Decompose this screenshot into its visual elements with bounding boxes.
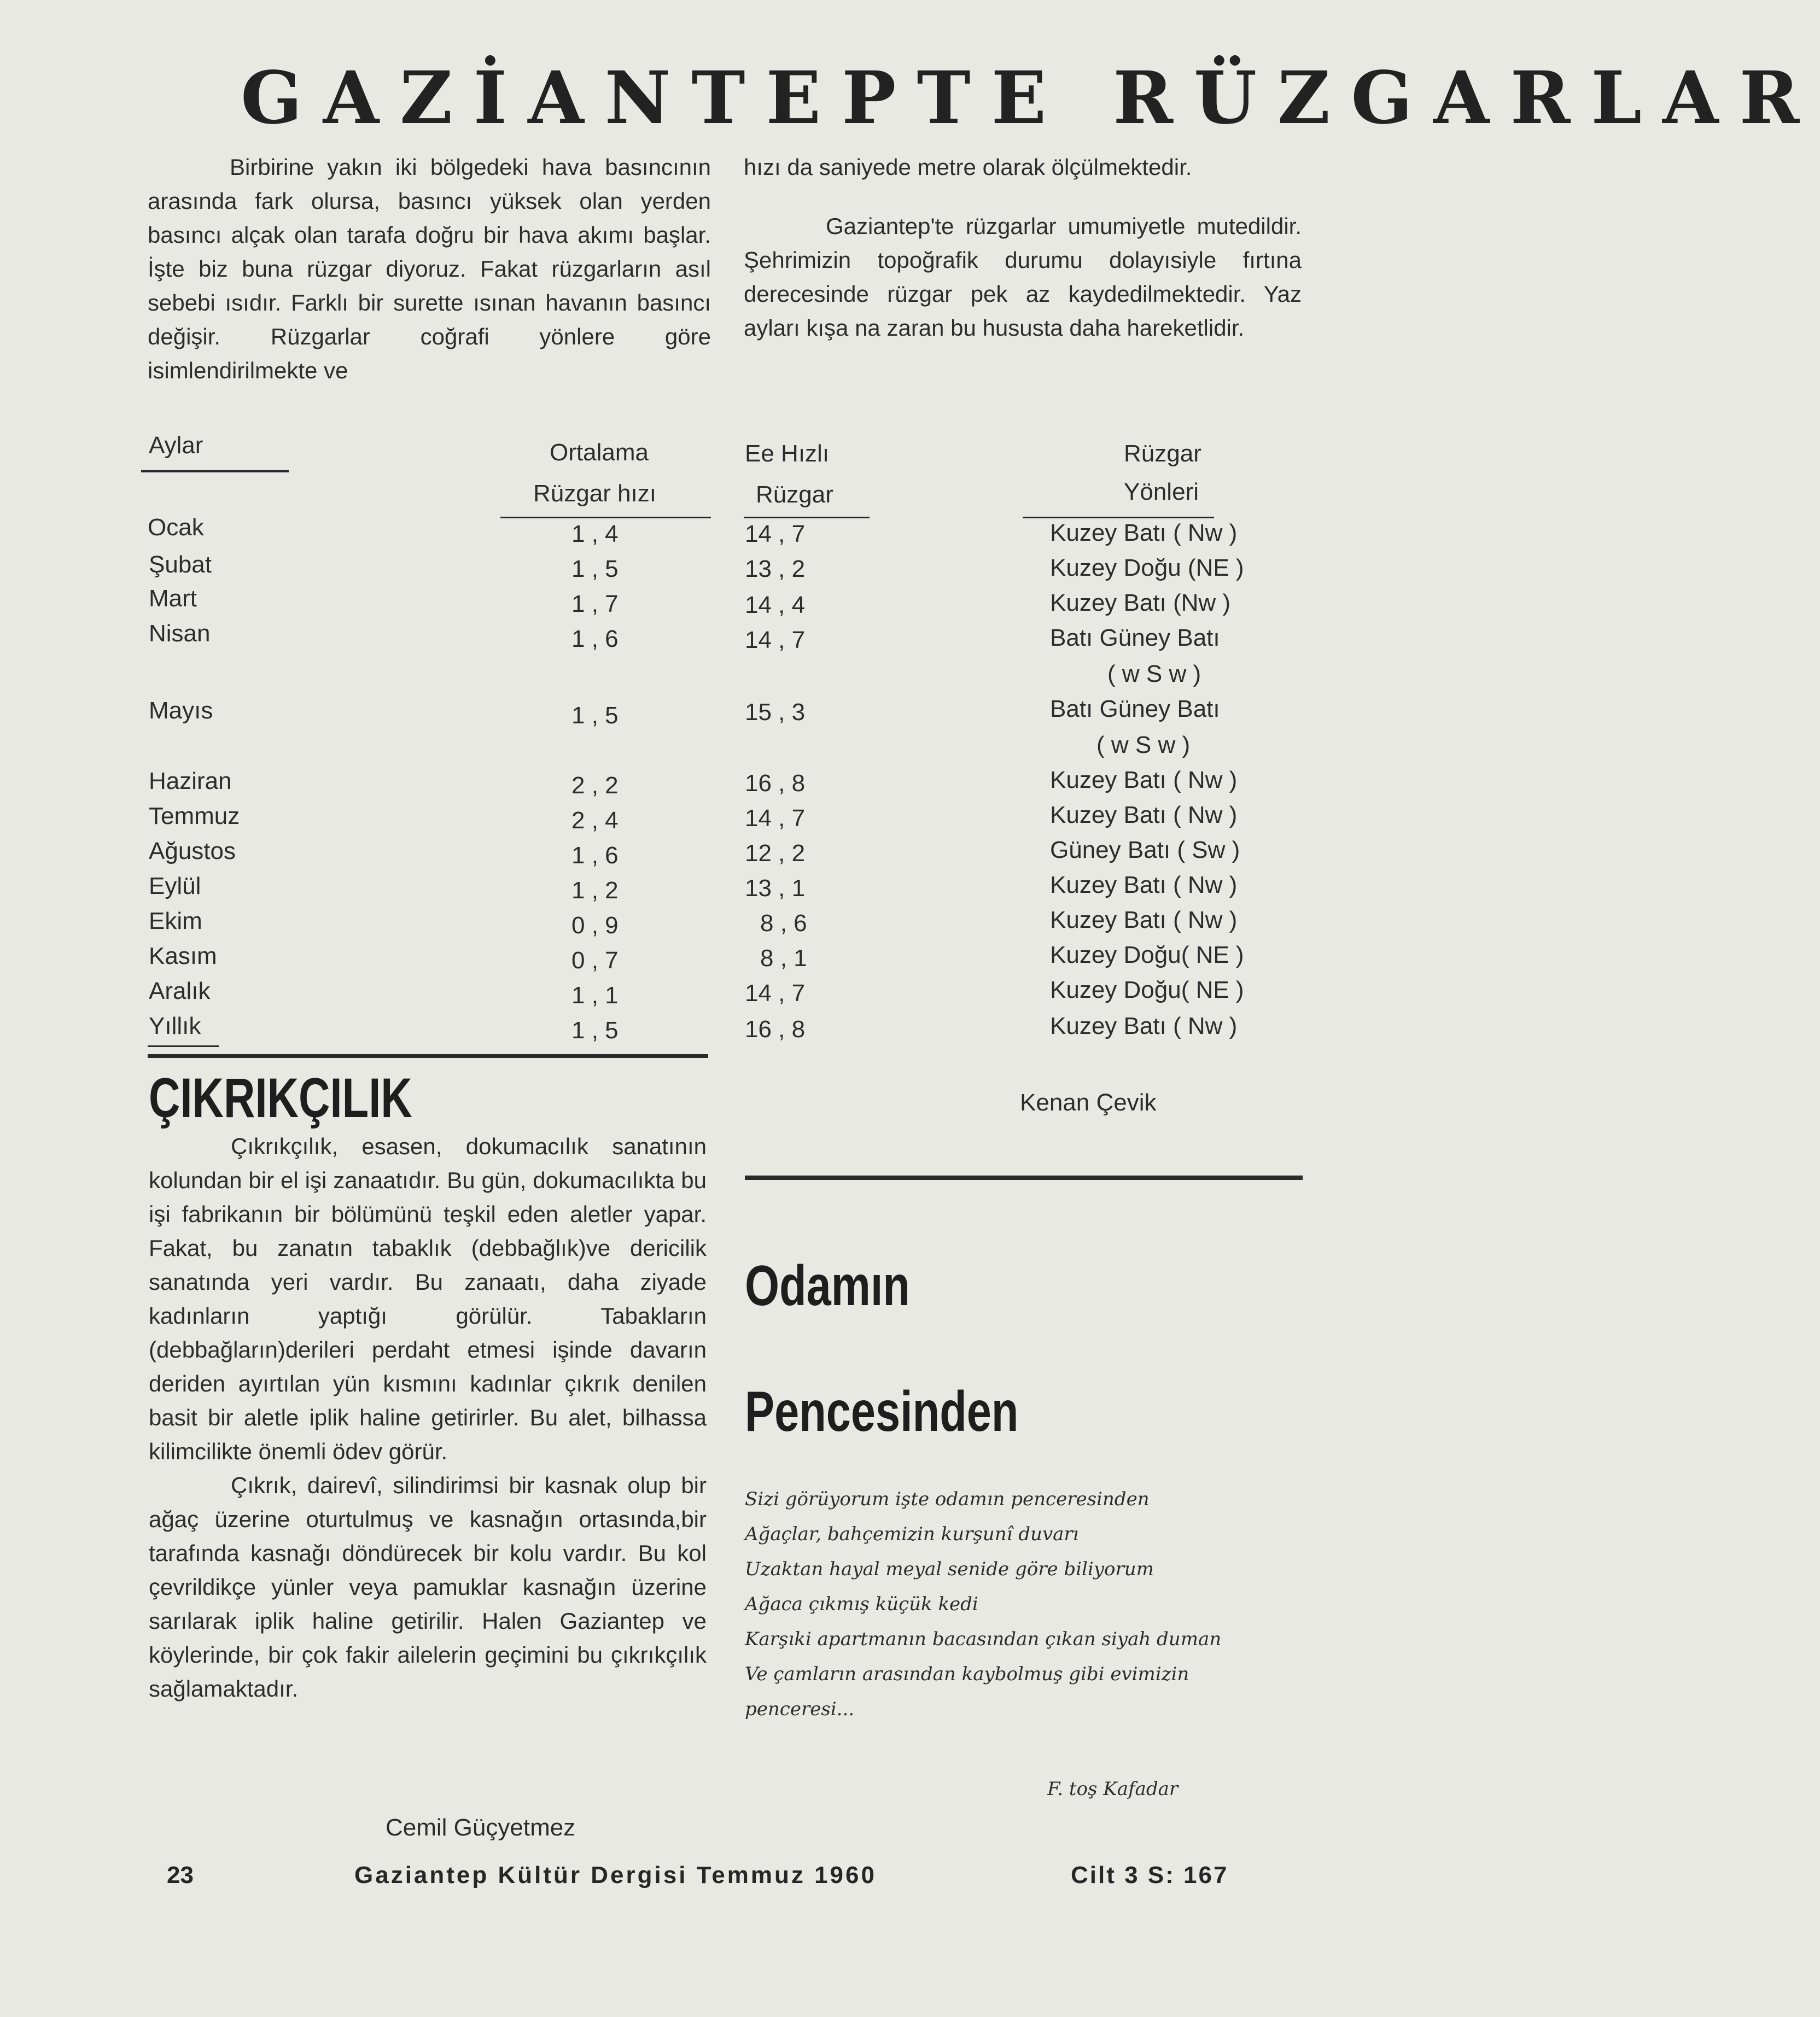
poem-line: Ağaçlar, bahçemizin kurşunî duvarı xyxy=(745,1523,1079,1545)
wind-speed-note: hızı da saniyede metre olarak ölçülmektedir. xyxy=(744,154,1192,180)
table-row-max: 16 , 8 xyxy=(745,1016,806,1043)
rule-avg xyxy=(500,517,711,518)
poem-line: Sizi görüyorum işte odamın penceresinden xyxy=(745,1488,1150,1510)
table-row-dir-code: ( w S w ) xyxy=(1107,660,1201,687)
table-row-dir: Kuzey Doğu (NE ) xyxy=(1050,554,1244,581)
cikrik-body xyxy=(149,1130,707,1862)
table-row-month: Şubat xyxy=(149,551,212,578)
cikrik-heading: ÇIKRIKÇILIK xyxy=(149,1067,412,1129)
rule-month xyxy=(141,470,289,472)
odamin-heading-2: Pencesinden xyxy=(745,1380,1019,1443)
magazine-name: Gaziantep Kültür Dergisi Temmuz 1960 xyxy=(354,1862,877,1889)
table-row-avg: 2 , 2 xyxy=(571,772,619,799)
table-row-dir: Kuzey Doğu( NE ) xyxy=(1050,977,1244,1003)
table-row-max: 14 , 7 xyxy=(745,627,806,653)
header-dir-line2: Yönleri xyxy=(1124,478,1199,505)
table-row-month: Aralık xyxy=(149,978,211,1004)
table-row-avg: 0 , 7 xyxy=(571,947,619,974)
odamin-heading-1: Odamın xyxy=(745,1254,910,1318)
table-row-dir: Güney Batı ( Sw ) xyxy=(1050,837,1240,863)
wind-climate-paragraph: Gaziantep'te rüzgarlar umumiyetle mutedildir. Şehrimizin topoğrafik durumu dolayısiyle fırtına derecesinde rüzgar pek az kaydedilmektedir. Yaz ayları kışa na zaran bu hususta daha hareketlidir. xyxy=(744,213,1302,341)
table-row-max: 16 , 8 xyxy=(745,770,806,797)
table-row-month: Ekim xyxy=(149,908,202,934)
table-row-month: Kasım xyxy=(149,943,217,969)
table-row-avg: 0 , 9 xyxy=(571,912,619,939)
table-row-month: Yıllık xyxy=(149,1013,201,1039)
table-row-max: 14 , 4 xyxy=(745,592,806,618)
wind-intro-paragraph: Birbirine yakın iki bölgedeki hava basıncının arasında fark olursa, basıncı yüksek olan yerden basıncı alçak olan tarafa doğru bir hava akımı başlar. İşte biz buna rüzgar diyoruz. Fakat rüzgarların asıl sebebi ısıdır. Farklı bir surette ısınan havanın basıncı değişir. Rüzgarlar coğrafi yönlere göre isimlendirilmekte ve xyxy=(148,154,711,383)
rule-yearly-month xyxy=(148,1045,219,1047)
table-row-month: Ağustos xyxy=(149,838,236,864)
table-row-max: 8 , 6 xyxy=(760,910,807,937)
table-row-dir: Kuzey Batı ( Nw ) xyxy=(1050,907,1238,933)
header-dir-line1: Rüzgar xyxy=(1124,440,1201,467)
odamin-poem xyxy=(745,1482,1308,1733)
table-row-month: Haziran xyxy=(149,768,232,794)
wind-author: Kenan Çevik xyxy=(1020,1089,1157,1116)
article-title: GAZİANTEPTE RÜZGARLAR xyxy=(241,56,1820,141)
odamin-heading-wrap-1 xyxy=(745,1252,1292,1323)
header-month: Aylar xyxy=(149,432,203,459)
table-row-month: Ocak xyxy=(148,514,204,541)
table-row-avg: 1 , 5 xyxy=(571,1017,619,1044)
table-row-avg: 1 , 4 xyxy=(571,521,619,547)
table-row-dir: Kuzey Batı ( Nw ) xyxy=(1050,872,1238,898)
rule-dir xyxy=(1023,517,1214,518)
table-row-dir: Kuzey Doğu( NE ) xyxy=(1050,942,1244,968)
table-row-avg: 1 , 1 xyxy=(571,982,619,1009)
table-row-dir: Kuzey Batı ( Nw ) xyxy=(1050,1013,1238,1039)
cikrik-author: Cemil Güçyetmez xyxy=(386,1814,576,1841)
rule-max xyxy=(744,517,870,518)
table-row-max: 15 , 3 xyxy=(745,699,806,726)
table-row-month: Mart xyxy=(149,585,197,612)
poem-line: penceresi... xyxy=(745,1698,855,1720)
table-row-month: Nisan xyxy=(149,620,211,647)
table-row-max: 14 , 7 xyxy=(745,980,806,1007)
table-row-avg: 1 , 6 xyxy=(571,842,619,869)
cikrik-paragraph-1: Çıkrıkçılık, esasen, dokumacılık sanatının kolundan bir el işi zanaatıdır. Bu gün, dokumacılıkta bu işi fabrikanın bir bölümünü teşkil eden aletler yapar. Fakat, bu zanatın tabaklık (debbağlık)ve dericilik sanatında yeri vardır. Bu zanaatı, daha ziyade kadınların yaptığı görülür. Tabakların (debbağların)derileri perdaht etmesi işinde davarın deriden ayırtılan yün kısmını kadınlar çıkrık denilen basit bir aletle iplik haline getirirler. Bu alet, bilhassa kilimcilikte önemli ödev görür. xyxy=(149,1133,707,1464)
table-row-month: Eylül xyxy=(149,873,201,899)
rule-table-end xyxy=(148,1054,708,1058)
table-row-dir: Batı Güney Batı xyxy=(1050,695,1220,722)
table-row-avg: 1 , 5 xyxy=(571,702,619,729)
table-row-dir: Kuzey Batı (Nw ) xyxy=(1050,589,1231,616)
table-row-dir-code: ( w S w ) xyxy=(1096,732,1191,758)
poem-line: Karşıki apartmanın bacasından çıkan siyah duman xyxy=(745,1628,1222,1650)
header-max-line1: Ee Hızlı xyxy=(745,440,830,467)
table-row-max: 14 , 7 xyxy=(745,805,806,832)
table-row-max: 14 , 7 xyxy=(745,521,806,547)
table-row-avg: 2 , 4 xyxy=(571,807,619,834)
poem-line: Uzaktan hayal meyal senide göre biliyorum xyxy=(745,1558,1154,1580)
poem-line: Ve çamların arasından kaybolmuş gibi evimizin xyxy=(745,1663,1189,1685)
table-row-avg: 1 , 6 xyxy=(571,625,619,652)
volume-issue: Cilt 3 S: 167 xyxy=(1071,1862,1229,1889)
section-separator xyxy=(745,1176,1303,1180)
table-row-max: 8 , 1 xyxy=(760,945,807,972)
header-avg-line2: Rüzgar hızı xyxy=(533,480,656,507)
odamin-heading-wrap-2 xyxy=(745,1378,1292,1449)
page-number: 23 xyxy=(167,1862,194,1889)
header-avg-line1: Ortalama xyxy=(550,439,649,466)
poem-line: Ağaca çıkmış küçük kedi xyxy=(745,1593,978,1615)
table-row-max: 13 , 1 xyxy=(745,875,806,902)
table-row-max: 12 , 2 xyxy=(745,840,806,867)
table-row-dir: Batı Güney Batı xyxy=(1050,624,1220,651)
cikrik-paragraph-2: Çıkrık, dairevî, silindirimsi bir kasnak olup bir ağaç üzerine oturtulmuş ve kasnağın ortasında,bir tarafında kasnağı döndürecek bir kolu vardır. Bu kol çevrildikçe yünler veya pamuklar kasnağın üzerine sarılarak iplik haline getirilir. Halen Gaziantep ve köylerinde, bir çok fakir ailelerin geçimini bu çıkrıkçılık sağlamaktadır. xyxy=(149,1472,707,1702)
table-row-dir: Kuzey Batı ( Nw ) xyxy=(1050,519,1238,546)
poem-author: F. toş Kafadar xyxy=(1047,1778,1179,1800)
table-row-avg: 1 , 7 xyxy=(571,591,619,617)
table-row-dir: Kuzey Batı ( Nw ) xyxy=(1050,767,1238,793)
table-row-dir: Kuzey Batı ( Nw ) xyxy=(1050,802,1238,828)
table-row-avg: 1 , 2 xyxy=(571,877,619,904)
header-max-line2: Rüzgar xyxy=(756,481,833,508)
table-row-max: 13 , 2 xyxy=(745,556,806,582)
table-row-month: Mayıs xyxy=(149,697,213,724)
table-row-avg: 1 , 5 xyxy=(571,556,619,582)
table-row-month: Temmuz xyxy=(149,803,240,829)
